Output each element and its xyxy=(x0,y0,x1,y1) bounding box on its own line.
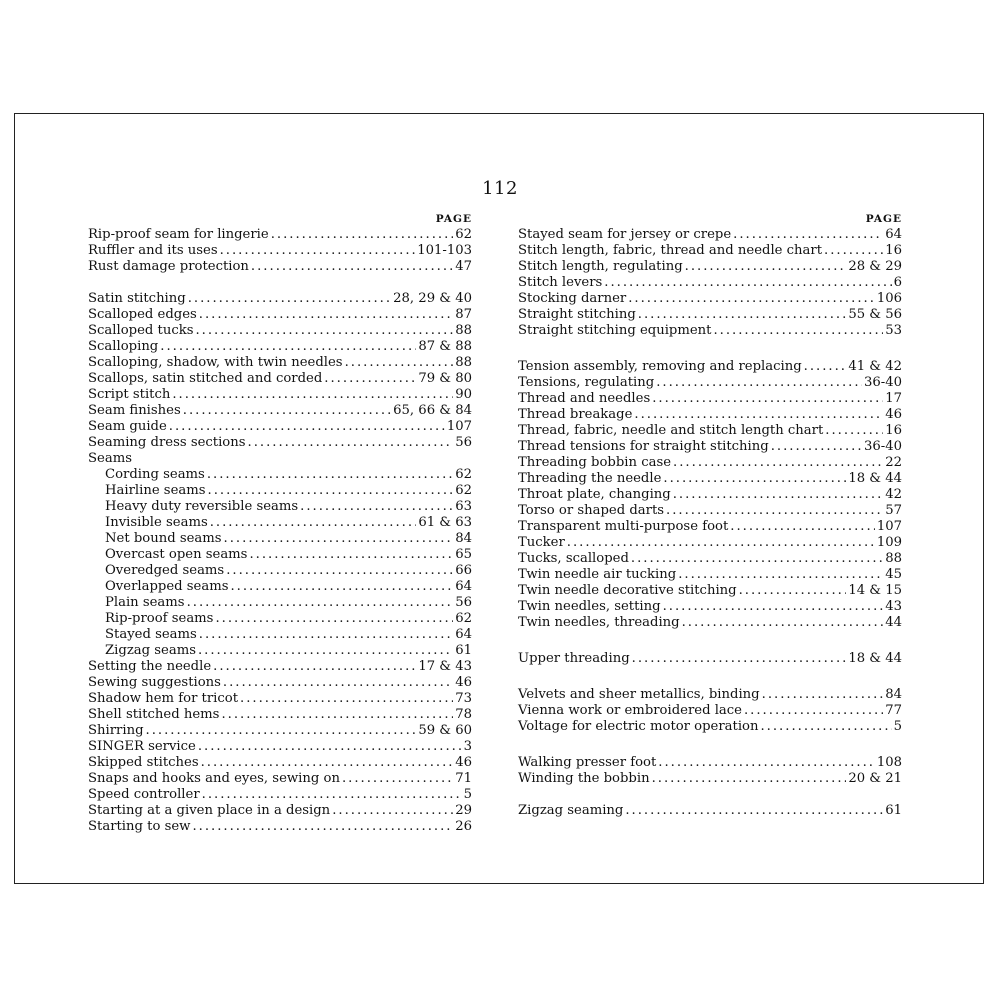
index-entry xyxy=(88,419,472,435)
group-spacer xyxy=(88,275,472,291)
index-subentry xyxy=(88,643,472,659)
entry-label: Voltage for electric motor operation xyxy=(518,719,759,734)
index-subentry xyxy=(88,579,472,595)
entry-label: Invisible seams xyxy=(105,515,208,530)
entry-page: 36-40 xyxy=(863,439,902,454)
index-subentry xyxy=(88,547,472,563)
entry-label: Stocking darner xyxy=(518,291,627,306)
entry-label: Velvets and sheer metallics, binding xyxy=(518,687,760,702)
index-entry xyxy=(518,551,902,567)
dot-leader xyxy=(221,707,453,723)
entry-page: 41 & 42 xyxy=(848,359,902,374)
entry-page: 71 xyxy=(455,771,472,786)
entry-page: 65 xyxy=(455,547,472,562)
entry-label: Overcast open seams xyxy=(105,547,248,562)
entry-page: 20 & 21 xyxy=(848,771,902,786)
entry-page: 88 xyxy=(885,551,902,566)
entry-page: 101-103 xyxy=(417,243,472,258)
entry-page: 16 xyxy=(885,423,902,438)
entry-page: 65, 66 & 84 xyxy=(393,403,472,418)
index-subentry xyxy=(88,611,472,627)
index-entry xyxy=(88,659,472,675)
dot-leader xyxy=(625,803,883,819)
entry-label: Stayed seams xyxy=(105,627,197,642)
group-spacer xyxy=(518,631,902,651)
entry-label: Seaming dress sections xyxy=(88,435,246,450)
entry-page: 79 & 80 xyxy=(418,371,472,386)
dot-leader xyxy=(685,259,847,275)
dot-leader xyxy=(207,467,453,483)
dot-leader xyxy=(198,643,453,659)
index-entry xyxy=(518,519,902,535)
dot-leader xyxy=(198,739,462,755)
dot-leader xyxy=(825,423,883,439)
dot-leader xyxy=(187,595,454,611)
entry-label: Threading the needle xyxy=(518,471,662,486)
index-entry xyxy=(518,471,902,487)
index-entry xyxy=(88,435,472,451)
entry-label: Overedged seams xyxy=(105,563,225,578)
index-entry xyxy=(518,651,902,667)
index-entry xyxy=(518,455,902,471)
dot-leader xyxy=(195,323,453,339)
index-entry xyxy=(518,359,902,375)
entry-label: Starting to sew xyxy=(88,819,191,834)
entry-page: 90 xyxy=(455,387,472,402)
entry-label: Starting at a given place in a design xyxy=(88,803,331,818)
index-subentry xyxy=(88,531,472,547)
index-entry xyxy=(518,423,902,439)
entry-label: Ruffler and its uses xyxy=(88,243,218,258)
dot-leader xyxy=(201,755,454,771)
dot-leader xyxy=(324,371,416,387)
entry-label: Thread and needles xyxy=(518,391,651,406)
index-entry xyxy=(518,599,902,615)
entry-label: Setting the needle xyxy=(88,659,212,674)
dot-leader xyxy=(739,583,847,599)
entry-page: 43 xyxy=(885,599,902,614)
index-entry xyxy=(88,675,472,691)
index-entry xyxy=(518,771,902,787)
index-entry xyxy=(88,803,472,819)
entry-label: Tension assembly, removing and replacing xyxy=(518,359,802,374)
group-spacer xyxy=(518,339,902,359)
index-entry xyxy=(88,755,472,771)
index-entry xyxy=(88,371,472,387)
index-entry xyxy=(518,615,902,631)
entry-page: 78 xyxy=(455,707,472,722)
entry-page: 77 xyxy=(885,703,902,718)
entry-page: 109 xyxy=(876,535,902,550)
index-entry xyxy=(518,719,902,735)
entry-page: 5 xyxy=(893,719,902,734)
entry-page: 17 xyxy=(885,391,902,406)
entry-label: Threading bobbin case xyxy=(518,455,672,470)
index-entry xyxy=(518,291,902,307)
dot-leader xyxy=(634,407,883,423)
index-subentry xyxy=(88,515,472,531)
entry-page: 63 xyxy=(455,499,472,514)
entry-label: Script stitch xyxy=(88,387,171,402)
entry-page: 88 xyxy=(455,355,472,370)
dot-leader xyxy=(160,339,416,355)
entry-page: 59 & 60 xyxy=(418,723,472,738)
column-header-right: PAGE xyxy=(865,213,902,225)
entry-label: Tensions, regulating xyxy=(518,375,655,390)
entry-label: Heavy duty reversible seams xyxy=(105,499,299,514)
entry-page: 17 & 43 xyxy=(418,659,472,674)
entry-page: 62 xyxy=(455,483,472,498)
dot-leader xyxy=(638,307,847,323)
entry-page: 6 xyxy=(893,275,902,290)
dot-leader xyxy=(652,391,883,407)
entry-page: 42 xyxy=(885,487,902,502)
index-entry xyxy=(88,723,472,739)
group-spacer xyxy=(518,787,902,803)
index-entry xyxy=(88,451,472,467)
group-spacer xyxy=(518,667,902,687)
index-entry xyxy=(518,375,902,391)
dot-leader xyxy=(733,227,883,243)
entry-label: Net bound seams xyxy=(105,531,222,546)
dot-leader xyxy=(760,719,891,735)
dot-leader xyxy=(226,563,453,579)
entry-label: Seams xyxy=(88,451,132,466)
entry-page: 64 xyxy=(455,627,472,642)
entry-page: 87 & 88 xyxy=(418,339,472,354)
entry-page: 107 xyxy=(446,419,472,434)
dot-leader xyxy=(673,487,883,503)
entry-page: 5 xyxy=(463,787,472,802)
entry-label: Plain seams xyxy=(105,595,185,610)
column-header-left: PAGE xyxy=(435,213,472,225)
entry-page: 14 & 15 xyxy=(848,583,902,598)
entry-page: 84 xyxy=(455,531,472,546)
entry-page: 61 & 63 xyxy=(418,515,472,530)
index-entry xyxy=(518,259,902,275)
entry-label: Twin needle air tucking xyxy=(518,567,677,582)
dot-leader xyxy=(631,551,883,567)
entry-label: Cording seams xyxy=(105,467,205,482)
entry-page: 28 & 29 xyxy=(848,259,902,274)
entry-label: Stayed seam for jersey or crepe xyxy=(518,227,732,242)
entry-page: 45 xyxy=(885,567,902,582)
index-entry xyxy=(88,291,472,307)
dot-leader xyxy=(210,515,417,531)
dot-leader xyxy=(199,307,453,323)
entry-label: Scallops, satin stitched and corded xyxy=(88,371,323,386)
dot-leader xyxy=(188,291,391,307)
dot-leader xyxy=(215,611,453,627)
index-subentry xyxy=(88,563,472,579)
entry-label: Winding the bobbin xyxy=(518,771,650,786)
dot-leader xyxy=(202,787,462,803)
index-entry xyxy=(518,439,902,455)
entry-label: Shirring xyxy=(88,723,144,738)
index-entry xyxy=(88,355,472,371)
entry-label: Rip-proof seams xyxy=(105,611,214,626)
index-entries-right xyxy=(518,227,902,819)
entry-label: Stitch length, fabric, thread and needle chart xyxy=(518,243,823,258)
entry-label: Scalloped edges xyxy=(88,307,197,322)
index-entries-left xyxy=(88,227,472,835)
dot-leader xyxy=(663,471,846,487)
dot-leader xyxy=(220,243,416,259)
entry-label: Throat plate, changing xyxy=(518,487,671,502)
index-entry xyxy=(88,707,472,723)
dot-leader xyxy=(663,599,884,615)
dot-leader xyxy=(213,659,416,675)
entry-page: 62 xyxy=(455,611,472,626)
index-entry xyxy=(518,227,902,243)
entry-page: 26 xyxy=(455,819,472,834)
entry-page: 56 xyxy=(455,595,472,610)
entry-label: Seam guide xyxy=(88,419,167,434)
entry-page: 46 xyxy=(885,407,902,422)
dot-leader xyxy=(332,803,453,819)
entry-page: 55 & 56 xyxy=(848,307,902,322)
dot-leader xyxy=(713,323,883,339)
entry-label: Stitch length, regulating xyxy=(518,259,683,274)
dot-leader xyxy=(762,687,884,703)
entry-page: 62 xyxy=(455,227,472,242)
entry-page: 106 xyxy=(876,291,902,306)
entry-label: Straight stitching xyxy=(518,307,636,322)
dot-leader xyxy=(300,499,453,515)
entry-label: Overlapped seams xyxy=(105,579,229,594)
entry-page: 64 xyxy=(455,579,472,594)
index-column-left xyxy=(88,212,472,835)
index-subentry xyxy=(88,467,472,483)
dot-leader xyxy=(345,355,454,371)
dot-leader xyxy=(804,359,847,375)
index-entry xyxy=(518,307,902,323)
index-entry xyxy=(518,687,902,703)
dot-leader xyxy=(199,627,453,643)
dot-leader xyxy=(192,819,453,835)
dot-leader xyxy=(230,579,453,595)
entry-label: Skipped stitches xyxy=(88,755,199,770)
index-subentry xyxy=(88,483,472,499)
entry-page: 44 xyxy=(885,615,902,630)
index-entry xyxy=(518,487,902,503)
index-subentry xyxy=(88,499,472,515)
dot-leader xyxy=(632,651,847,667)
dot-leader xyxy=(652,771,847,787)
entry-label: Rust damage protection xyxy=(88,259,249,274)
entry-label: Twin needle decorative stitching xyxy=(518,583,737,598)
dot-leader xyxy=(673,455,883,471)
entry-page: 108 xyxy=(876,755,902,770)
entry-page: 73 xyxy=(455,691,472,706)
dot-leader xyxy=(240,691,453,707)
dot-leader xyxy=(567,535,875,551)
entry-label: Walking presser foot xyxy=(518,755,657,770)
index-entry xyxy=(518,703,902,719)
entry-label: Satin stitching xyxy=(88,291,186,306)
index-subentry xyxy=(88,595,472,611)
entry-label: Sewing suggestions xyxy=(88,675,221,690)
index-entry xyxy=(88,243,472,259)
index-entry xyxy=(518,243,902,259)
dot-leader xyxy=(604,275,891,291)
index-entry xyxy=(518,391,902,407)
dot-leader xyxy=(744,703,883,719)
entry-label: Shadow hem for tricot xyxy=(88,691,239,706)
dot-leader xyxy=(656,375,862,391)
index-entry xyxy=(518,583,902,599)
index-entry xyxy=(88,787,472,803)
entry-label: Torso or shaped darts xyxy=(518,503,665,518)
index-entry xyxy=(88,691,472,707)
entry-label: Upper threading xyxy=(518,651,630,666)
entry-page: 64 xyxy=(885,227,902,242)
index-entry xyxy=(88,339,472,355)
entry-page: 29 xyxy=(455,803,472,818)
entry-page: 62 xyxy=(455,467,472,482)
entry-page: 16 xyxy=(885,243,902,258)
dot-leader xyxy=(771,439,862,455)
index-entry xyxy=(518,535,902,551)
dot-leader xyxy=(658,755,875,771)
entry-label: Snaps and hooks and eyes, sewing on xyxy=(88,771,340,786)
index-entry xyxy=(88,739,472,755)
entry-page: 57 xyxy=(885,503,902,518)
group-spacer xyxy=(518,735,902,755)
index-entry xyxy=(88,323,472,339)
entry-page: 61 xyxy=(885,803,902,818)
index-entry xyxy=(518,275,902,291)
entry-label: Hairline seams xyxy=(105,483,206,498)
entry-page: 46 xyxy=(455,675,472,690)
entry-page: 18 & 44 xyxy=(848,651,902,666)
index-entry xyxy=(88,259,472,275)
entry-page: 56 xyxy=(455,435,472,450)
dot-leader xyxy=(169,419,445,435)
dot-leader xyxy=(730,519,875,535)
index-entry xyxy=(518,503,902,519)
entry-label: Thread, fabric, needle and stitch length chart xyxy=(518,423,824,438)
index-entry xyxy=(88,819,472,835)
index-entry xyxy=(88,403,472,419)
entry-page: 88 xyxy=(455,323,472,338)
dot-leader xyxy=(249,547,453,563)
index-entry xyxy=(518,407,902,423)
entry-label: Scalloped tucks xyxy=(88,323,194,338)
entry-label: Vienna work or embroidered lace xyxy=(518,703,742,718)
index-entry xyxy=(518,567,902,583)
entry-page: 46 xyxy=(455,755,472,770)
dot-leader xyxy=(251,259,453,275)
entry-page: 22 xyxy=(885,455,902,470)
entry-label: Zigzag seaming xyxy=(518,803,624,818)
entry-page: 18 & 44 xyxy=(848,471,902,486)
dot-leader xyxy=(342,771,453,787)
entry-page: 107 xyxy=(876,519,902,534)
dot-leader xyxy=(666,503,883,519)
entry-page: 87 xyxy=(455,307,472,322)
index-subentry xyxy=(88,627,472,643)
entry-label: Tucker xyxy=(518,535,565,550)
entry-page: 53 xyxy=(885,323,902,338)
index-entry xyxy=(88,771,472,787)
dot-leader xyxy=(183,403,391,419)
index-entry xyxy=(518,755,902,771)
entry-label: Scalloping, shadow, with twin needles xyxy=(88,355,343,370)
entry-label: Thread breakage xyxy=(518,407,633,422)
dot-leader xyxy=(628,291,875,307)
index-entry xyxy=(88,387,472,403)
dot-leader xyxy=(682,615,884,631)
entry-label: Rip-proof seam for lingerie xyxy=(88,227,269,242)
dot-leader xyxy=(248,435,454,451)
entry-page: 84 xyxy=(885,687,902,702)
page-number: 112 xyxy=(482,178,518,199)
index-entry xyxy=(88,307,472,323)
entry-label: Transparent multi-purpose foot xyxy=(518,519,729,534)
entry-label: Scalloping xyxy=(88,339,159,354)
entry-label: Thread tensions for straight stitching xyxy=(518,439,769,454)
index-column-right xyxy=(518,212,902,819)
index-entry xyxy=(518,323,902,339)
entry-page: 66 xyxy=(455,563,472,578)
entry-page: 28, 29 & 40 xyxy=(393,291,472,306)
entry-label: Shell stitched hems xyxy=(88,707,220,722)
dot-leader xyxy=(678,567,883,583)
dot-leader xyxy=(271,227,454,243)
entry-label: Twin needles, setting xyxy=(518,599,661,614)
entry-label: Stitch levers xyxy=(518,275,603,290)
dot-leader xyxy=(146,723,417,739)
dot-leader xyxy=(208,483,454,499)
entry-label: Straight stitching equipment xyxy=(518,323,712,338)
entry-page: 47 xyxy=(455,259,472,274)
entry-label: Seam finishes xyxy=(88,403,181,418)
entry-page: 3 xyxy=(463,739,472,754)
entry-label: SINGER service xyxy=(88,739,196,754)
entry-label: Tucks, scalloped xyxy=(518,551,629,566)
entry-page: 36-40 xyxy=(863,375,902,390)
index-entry xyxy=(518,803,902,819)
index-entry xyxy=(88,227,472,243)
dot-leader xyxy=(824,243,883,259)
entry-label: Twin needles, threading xyxy=(518,615,680,630)
entry-label: Zigzag seams xyxy=(105,643,196,658)
entry-page: 61 xyxy=(455,643,472,658)
entry-label: Speed controller xyxy=(88,787,200,802)
dot-leader xyxy=(223,675,453,691)
dot-leader xyxy=(172,387,453,403)
dot-leader xyxy=(224,531,454,547)
